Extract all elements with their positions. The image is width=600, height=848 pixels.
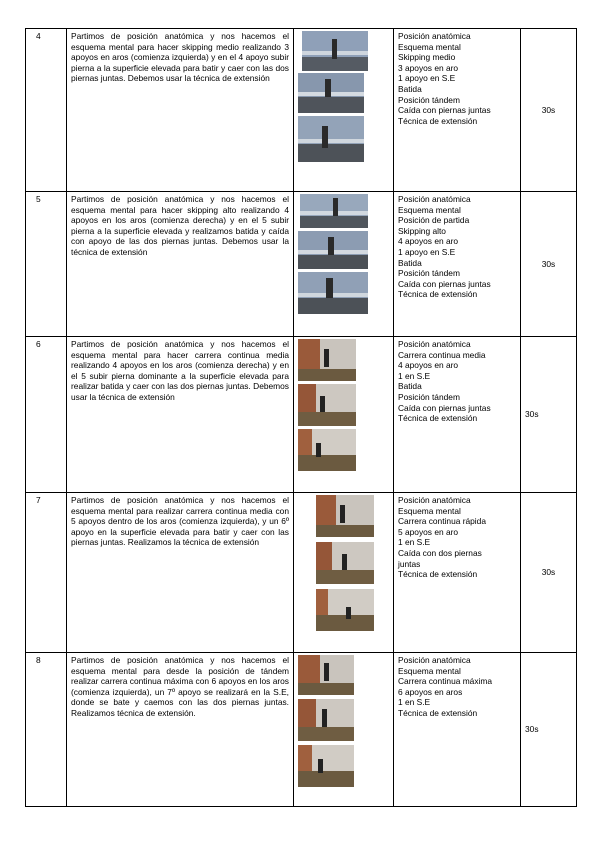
list-item: Caída con piernas juntas [398,105,491,116]
exercise-photo [298,429,356,471]
table-row [26,493,577,653]
exercise-number: 8 [26,653,67,807]
list-item: Caída con dos piernas [398,547,482,558]
list-item: Caída con piernas juntas [398,278,491,289]
exercise-photo [298,745,354,787]
exercise-table [25,28,577,807]
list-item: Batida [398,381,422,392]
photo-cell [294,337,394,493]
list-item: Posición anatómica [398,339,471,349]
exercise-description: Partimos de posición anatómica y nos hacemos el esquema mental para hacer skipping alto realizando 4 apoyos en los aros (comienza derecha) y en el 5 subir pierna a la superficie elevada y realizamos batida y caída con apoyo de las dos piernas juntas. Debemos usar la técnica de extensión [67,192,294,337]
list-item: 3 apoyos en aro [398,62,459,73]
exercise-photo [298,116,364,162]
list-item: Esquema mental [398,204,461,215]
exercise-photo [298,699,354,741]
exercise-time: 30s [521,653,577,807]
list-item: Carrera continua máxima [398,676,493,687]
exercise-description: Partimos de posición anatómica y nos hacemos el esquema mental para desde la posición de tándem realizar carrera continua máxima con 6 apoyos en los aros (comienza izquierda), un 7º apoyo se realizará en la S.E, donde se bate y caemos con las dos piernas juntas. Realizamos técnica de extensión. [67,653,294,807]
list-item: Técnica de extensión [398,569,478,580]
list-item: Posición anatómica [398,31,471,41]
exercise-number: 7 [26,493,67,653]
list-item: 1 apoyo en S.E [398,73,456,84]
exercise-number: 4 [26,29,67,192]
items-cell [394,337,521,493]
exercise-time: 30s [521,29,577,192]
table-row [26,192,577,337]
photo-cell [294,653,394,807]
list-item: 5 apoyos en aro [398,526,459,537]
exercise-photo [298,231,368,269]
list-item: Técnica de extensión [398,413,478,424]
list-item: 1 apoyo en S.E [398,246,456,257]
list-item: juntas [398,558,421,569]
photo-cell [294,493,394,653]
list-item: 1 en S.E [398,370,431,381]
exercise-photo [302,31,368,71]
exercise-photo [316,495,374,537]
list-item: Batida [398,257,422,268]
list-item: Skipping alto [398,225,446,236]
exercise-photo [316,589,374,631]
items-cell [394,653,521,807]
exercise-number: 6 [26,337,67,493]
exercise-photo [316,542,374,584]
exercise-time: 30s [521,192,577,337]
list-item: Skipping medio [398,52,456,63]
items-cell [394,192,521,337]
list-item: Posición de partida [398,215,470,226]
exercise-description: Partimos de posición anatómica y nos hacemos el esquema mental para realizar carrera continua media con 5 apoyos dentro de los aros (comienza izquierda), y un 6º apoyo en la superficie elevada para batir y caer con las piernas juntas. Realizamos la técnica de extensión [67,493,294,653]
list-item: Posición anatómica [398,655,471,665]
list-item: Posición tándem [398,268,460,279]
items-cell [394,29,521,192]
items-cell [394,493,521,653]
list-item: Carrera continua media [398,349,486,360]
list-item: Técnica de extensión [398,115,478,126]
exercise-photo [298,339,356,381]
list-item: 6 apoyos en aros [398,686,463,697]
table-row [26,337,577,493]
list-item: Técnica de extensión [398,707,478,718]
list-item: 1 en S.E [398,537,431,548]
exercise-photo [300,194,368,228]
exercise-description: Partimos de posición anatómica y nos hacemos el esquema mental para hacer skipping medio realizando 3 apoyos en aros (comienza izquierda) y en el 4 apoyo subir pierna a la superficie elevada para batir y caer con las dos piernas juntas. Debemos usar la técnica de extensión [67,29,294,192]
list-item: Esquema mental [398,41,461,52]
list-item: Caída con piernas juntas [398,402,491,413]
table-row [26,29,577,192]
list-item: Técnica de extensión [398,289,478,300]
list-item: Batida [398,83,422,94]
photo-cell [294,29,394,192]
list-item: Carrera continua rápida [398,516,486,527]
list-item: Esquema mental [398,665,461,676]
table-row [26,653,577,807]
exercise-time: 30s [521,337,577,493]
list-item: Posición tándem [398,391,460,402]
list-item: 4 apoyos en aro [398,236,459,247]
list-item: 4 apoyos en aro [398,360,459,371]
photo-cell [294,192,394,337]
list-item: Posición tándem [398,94,460,105]
exercise-description: Partimos de posición anatómica y nos hacemos el esquema mental para hacer carrera continua media realizando 4 apoyos en los aros (comienza derecha) y en el 5 subir pierna dominante a la superficie elevada para realizar batida y caer con las dos piernas juntas. Debemos usar la técnica de extensión [67,337,294,493]
list-item: 1 en S.E [398,697,431,708]
list-item: Esquema mental [398,505,461,516]
list-item: Posición anatómica [398,495,471,505]
exercise-photo [298,73,364,113]
exercise-time: 30s [521,493,577,653]
exercise-photo [298,384,356,426]
exercise-photo [298,655,354,695]
exercise-photo [298,272,368,314]
exercise-number: 5 [26,192,67,337]
list-item: Posición anatómica [398,194,471,204]
